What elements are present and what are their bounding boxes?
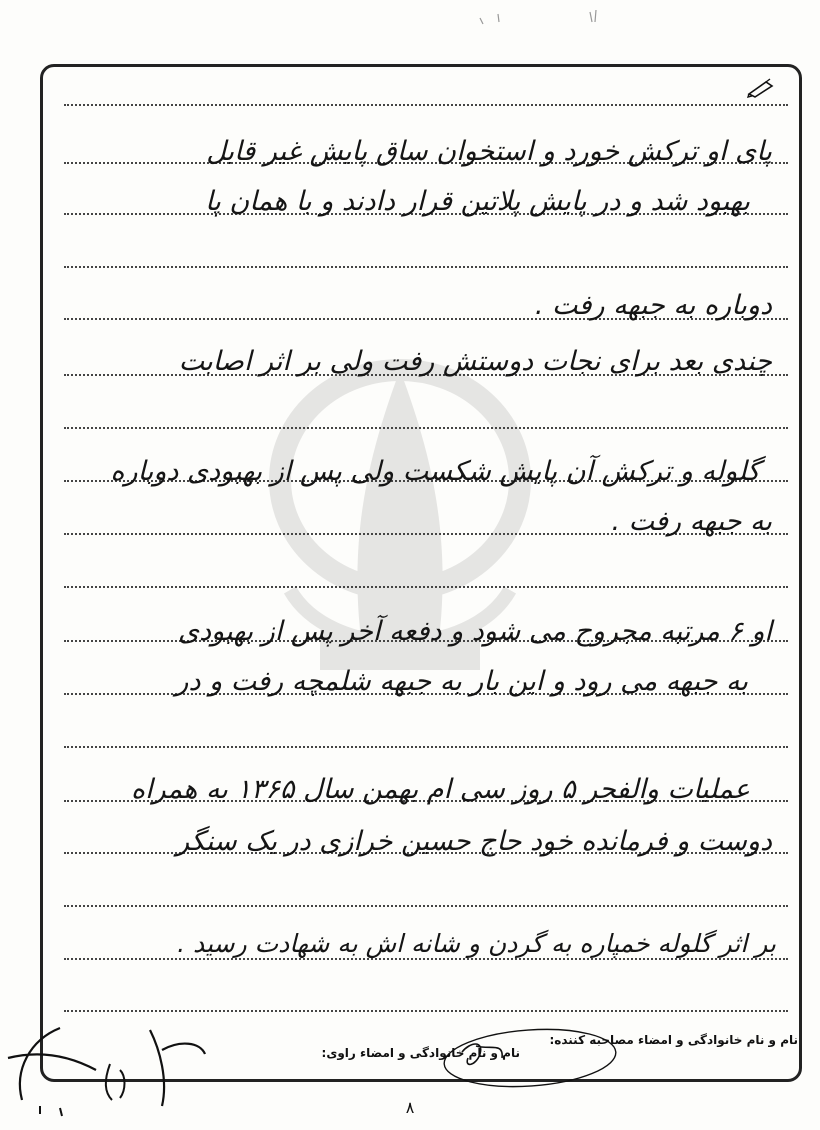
- handwritten-line: بهبود شد و در پایش پلاتین قرار دادند و با همان پا: [205, 186, 750, 217]
- ruled-line: [64, 905, 788, 907]
- ruled-line: [64, 266, 788, 268]
- interviewer-label: نام و نام خانوادگی و امضاء مصاحبه کننده:: [549, 1033, 798, 1047]
- handwritten-line: بر اثر گلوله خمپاره به گردن و شانه اش به شهادت رسید .: [177, 929, 776, 958]
- narrator-signature: [0, 1010, 215, 1120]
- interviewer-signature: [440, 1022, 620, 1090]
- handwritten-line: گلوله و ترکش آن پایش شکست ولی پس از بهبودی دوباره: [110, 456, 760, 487]
- handwritten-line: پای او ترکش خورد و استخوان ساق پایش غیر قابل: [206, 136, 772, 167]
- handwritten-line: دوباره به جبهه رفت .: [534, 290, 772, 321]
- handwritten-line: دوست و فرمانده خود حاج حسین خرازی در یک سنگر: [176, 826, 772, 857]
- handwritten-line: به جبهه می رود و این بار به جبهه شلمچه رفت و در: [175, 666, 748, 697]
- pen-icon: [746, 78, 776, 98]
- scan-marks: [470, 4, 610, 34]
- handwritten-line: به جبهه رفت .: [611, 506, 772, 537]
- ruled-line: [64, 746, 788, 748]
- narrator-label: نام و نام خانوادگی و امضاء راوی:: [321, 1046, 520, 1060]
- handwritten-line: او ۶ مرتبه مجروح می شود و دفعه آخر پس از بهبودی: [177, 616, 772, 647]
- ruled-line: [64, 586, 788, 588]
- ruled-line: [64, 104, 788, 106]
- handwritten-line: عملیات والفجر ۵ روز سی ام بهمن سال ۱۳۶۵ به همراه: [130, 774, 750, 805]
- emblem-watermark: [250, 330, 550, 710]
- handwritten-line: چندی بعد برای نجات دوستش رفت ولی بر اثر اصابت: [178, 346, 772, 377]
- page-number: ۸: [405, 1098, 415, 1117]
- ruled-line: [64, 427, 788, 429]
